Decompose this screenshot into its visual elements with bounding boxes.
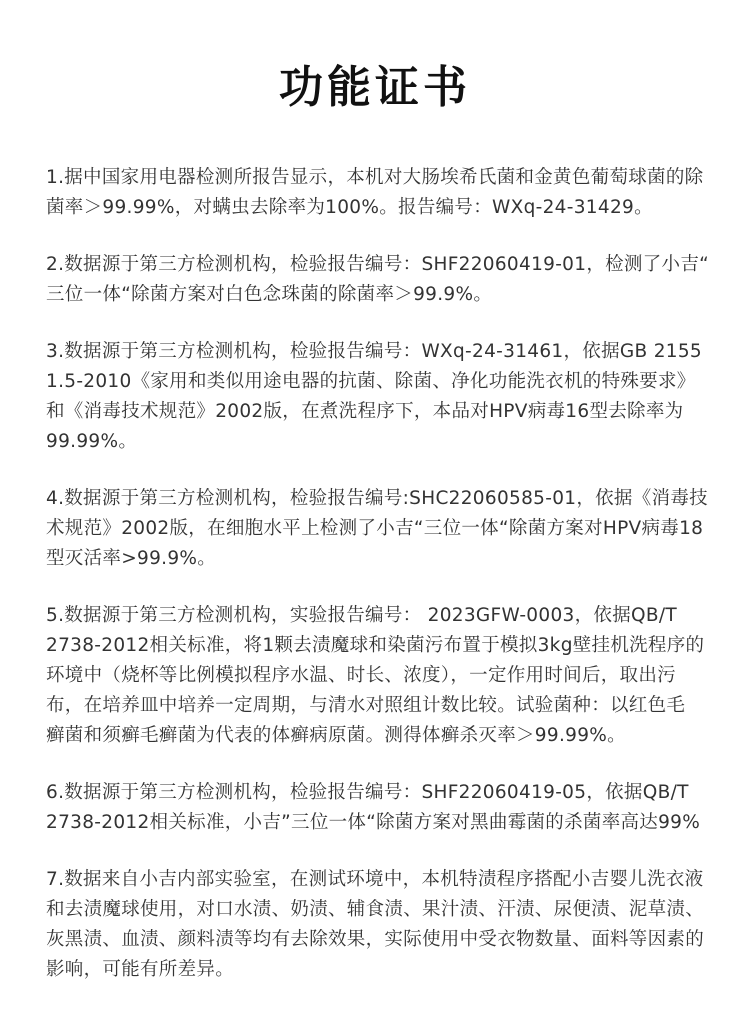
note-2 bbox=[46, 250, 714, 310]
note-line: 和《消毒技术规范》2002版，在煮洗程序下，本品对HPV病毒16型去除率为 bbox=[46, 401, 684, 422]
note-3 bbox=[46, 337, 714, 457]
note-line: 7.数据来自小吉内部实验室，在测试环境中，本机特渍程序搭配小吉婴儿洗衣液 bbox=[46, 869, 704, 890]
note-line: 2738-2012相关标准，小吉”三位一体“除菌方案对黑曲霉菌的杀菌率高达99% bbox=[46, 812, 701, 833]
note-5 bbox=[46, 601, 714, 751]
note-line: 2738-2012相关标准，将1颗去渍魔球和染菌污布置于模拟3kg壁挂机洗程序的 bbox=[46, 635, 705, 656]
note-line: 2.数据源于第三方检测机构，检验报告编号：SHF22060419-01，检测了小吉“ bbox=[46, 254, 710, 275]
note-line: 99.99%。 bbox=[46, 431, 138, 452]
note-7 bbox=[46, 865, 714, 985]
note-line: 4.数据源于第三方检测机构，检验报告编号:SHC22060585-01，依据《消毒技 bbox=[46, 488, 708, 509]
note-line: 布，在培养皿中培养一定周期，与清水对照组计数比较。试验菌种：以红色毛 bbox=[46, 695, 686, 716]
note-line: 环境中（烧杯等比例模拟程序水温、时长、浓度），一定作用时间后，取出污 bbox=[46, 665, 676, 686]
note-line: 和去渍魔球使用，对口水渍、奶渍、辅食渍、果汁渍、汗渍、尿便渍、泥草渍、 bbox=[46, 899, 705, 920]
note-line: 5.数据源于第三方检测机构，实验报告编号： 2023GFW-0003，依据QB/T bbox=[46, 605, 677, 626]
note-line: 3.数据源于第三方检测机构，检验报告编号：WXq-24-31461，依据GB 2155 bbox=[46, 341, 702, 362]
note-line: 1.据中国家用电器检测所报告显示，本机对大肠埃希氏菌和金黄色葡萄球菌的除 bbox=[46, 167, 704, 188]
notes-list bbox=[46, 163, 714, 1012]
note-line: 癣菌和须癣毛癣菌为代表的体癣病原菌。测得体癣杀灭率＞99.99%。 bbox=[46, 725, 626, 746]
note-line: 6.数据源于第三方检测机构，检验报告编号：SHF22060419-05，依据QB/T bbox=[46, 782, 689, 803]
note-line: 菌率＞99.99%，对螨虫去除率为100%。报告编号：WXq-24-31429。 bbox=[46, 197, 653, 218]
note-line: 1.5-2010《家用和类似用途电器的抗菌、除菌、净化功能洗衣机的特殊要求》 bbox=[46, 371, 696, 392]
note-line: 型灭活率>99.9%。 bbox=[46, 548, 217, 569]
note-1 bbox=[46, 163, 714, 223]
note-line: 影响，可能有所差异。 bbox=[46, 959, 235, 980]
page-title: 功能证书 bbox=[279, 62, 471, 113]
note-line: 灰黑渍、血渍、颜料渍等均有去除效果，实际使用中受衣物数量、面料等因素的 bbox=[46, 929, 705, 950]
note-line: 三位一体“除菌方案对白色念珠菌的除菌率＞99.9%。 bbox=[46, 284, 493, 305]
note-4 bbox=[46, 484, 714, 574]
note-line: 术规范》2002版，在细胞水平上检测了小吉“三位一体“除菌方案对HPV病毒18 bbox=[46, 518, 704, 539]
note-6 bbox=[46, 778, 714, 838]
